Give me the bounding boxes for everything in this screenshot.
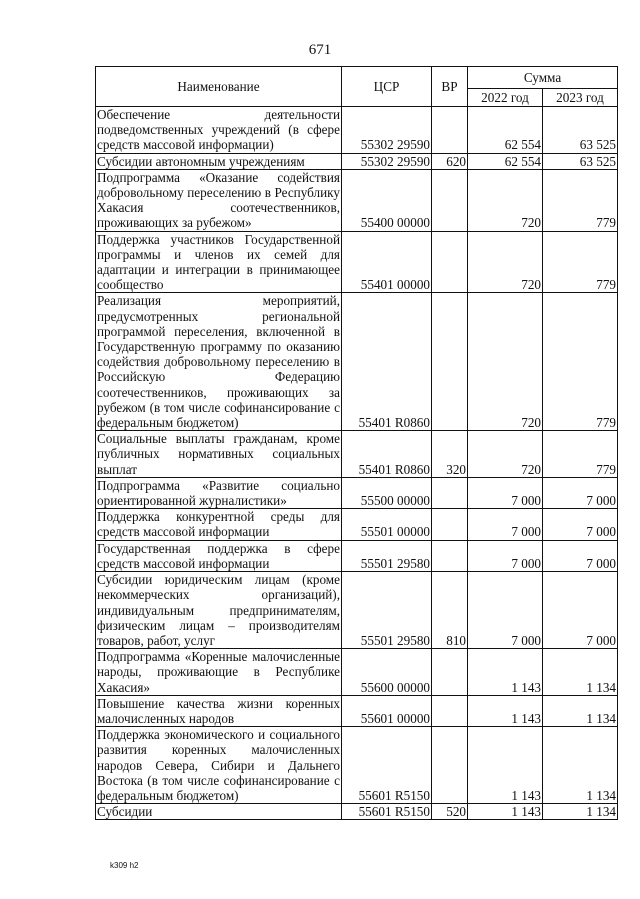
row-vr: 320 bbox=[432, 431, 468, 478]
row-vr bbox=[432, 540, 468, 571]
row-name: Социальные выплаты гражданам, кроме публичных нормативных социальных выплат bbox=[97, 431, 340, 477]
row-sum-2023: 1 134 bbox=[543, 804, 618, 820]
row-sum-2023: 779 bbox=[543, 231, 618, 293]
header-vr: ВР bbox=[432, 67, 468, 107]
row-vr bbox=[432, 695, 468, 726]
header-year-2022: 2022 год bbox=[468, 89, 543, 107]
row-vr: 520 bbox=[432, 804, 468, 820]
row-csr: 55601 R5150 bbox=[342, 804, 432, 820]
row-csr: 55401 00000 bbox=[342, 231, 432, 293]
row-name: Поддержка экономического и социального развития коренных малочисленных народов Севера, Сибири и Дальнего Востока (в том числе софинансирование с федеральным бюджетом) bbox=[97, 727, 340, 803]
row-csr: 55601 00000 bbox=[342, 695, 432, 726]
row-vr bbox=[432, 727, 468, 804]
row-name: Поддержка конкурентной среды для средств массовой информации bbox=[97, 509, 340, 540]
row-vr bbox=[432, 477, 468, 508]
row-sum-2022: 7 000 bbox=[468, 477, 543, 508]
row-name: Субсидии автономным учреждениям bbox=[96, 153, 342, 169]
row-sum-2022: 7 000 bbox=[468, 572, 543, 649]
row-sum-2022: 720 bbox=[468, 431, 543, 478]
row-sum-2022: 62 554 bbox=[468, 153, 543, 169]
table-row bbox=[96, 804, 618, 820]
table-row bbox=[96, 431, 618, 478]
row-csr: 55401 R0860 bbox=[342, 293, 432, 431]
row-csr: 55302 29590 bbox=[342, 107, 432, 154]
row-csr: 55600 00000 bbox=[342, 649, 432, 696]
row-vr bbox=[432, 293, 468, 431]
table-row bbox=[96, 107, 618, 154]
row-csr: 55501 29580 bbox=[342, 572, 432, 649]
row-sum-2022: 1 143 bbox=[468, 727, 543, 804]
table-row bbox=[96, 540, 618, 571]
row-csr: 55501 00000 bbox=[342, 509, 432, 540]
row-vr bbox=[432, 107, 468, 154]
row-sum-2023: 7 000 bbox=[543, 572, 618, 649]
row-sum-2023: 7 000 bbox=[543, 477, 618, 508]
row-sum-2022: 720 bbox=[468, 293, 543, 431]
row-sum-2022: 7 000 bbox=[468, 509, 543, 540]
row-name: Подпрограмма «Оказание содействия добровольному переселению в Республику Хакасия соотечественников, проживающих за рубежом» bbox=[97, 169, 340, 231]
table-header-row bbox=[96, 67, 618, 89]
header-year-2023: 2023 год bbox=[543, 89, 618, 107]
header-name: Наименование bbox=[96, 67, 342, 107]
row-sum-2023: 779 bbox=[543, 431, 618, 478]
row-sum-2022: 62 554 bbox=[468, 107, 543, 154]
row-name: Поддержка участников Государственной программы и членов их семей для адаптации и интеграции в принимающее сообщество bbox=[97, 231, 340, 293]
row-sum-2023: 779 bbox=[543, 293, 618, 431]
row-vr: 620 bbox=[432, 153, 468, 169]
row-name: Обеспечение деятельности подведомственных учреждений (в сфере средств массовой информации) bbox=[97, 107, 340, 153]
row-csr: 55501 29580 bbox=[342, 540, 432, 571]
row-sum-2023: 779 bbox=[543, 169, 618, 231]
row-sum-2023: 7 000 bbox=[543, 540, 618, 571]
row-name: Субсидии bbox=[96, 804, 342, 820]
row-sum-2023: 1 134 bbox=[543, 727, 618, 804]
header-sum: Сумма bbox=[468, 67, 618, 89]
row-csr: 55500 00000 bbox=[342, 477, 432, 508]
row-sum-2022: 7 000 bbox=[468, 540, 543, 571]
row-csr: 55400 00000 bbox=[342, 169, 432, 231]
row-name: Субсидии юридическим лицам (кроме некоммерческих организаций), индивидуальным предпринимателям, физическим лицам – производителям товаров, работ, услуг bbox=[97, 572, 340, 648]
row-sum-2022: 720 bbox=[468, 169, 543, 231]
table-row bbox=[96, 153, 618, 169]
row-vr bbox=[432, 231, 468, 293]
row-vr bbox=[432, 169, 468, 231]
row-name: Повышение качества жизни коренных малочисленных народов bbox=[97, 695, 340, 726]
table-row bbox=[96, 572, 618, 649]
row-sum-2023: 1 134 bbox=[543, 695, 618, 726]
table-row bbox=[96, 293, 618, 431]
header-csr: ЦСР bbox=[342, 67, 432, 107]
footer-code: k309 h2 bbox=[110, 861, 139, 870]
row-sum-2023: 7 000 bbox=[543, 509, 618, 540]
row-sum-2022: 720 bbox=[468, 231, 543, 293]
row-sum-2022: 1 143 bbox=[468, 804, 543, 820]
row-vr bbox=[432, 509, 468, 540]
row-name: Подпрограмма «Развитие социально ориентированной журналистики» bbox=[97, 477, 340, 509]
budget-table bbox=[95, 66, 618, 820]
table-row bbox=[96, 477, 618, 508]
row-csr: 55302 29590 bbox=[342, 153, 432, 169]
row-name: Подпрограмма «Коренные малочисленные народы, проживающие в Республике Хакасия» bbox=[97, 649, 340, 695]
row-vr: 810 bbox=[432, 572, 468, 649]
table-row bbox=[96, 695, 618, 726]
table-row bbox=[96, 727, 618, 804]
table-row bbox=[96, 169, 618, 231]
table-row bbox=[96, 509, 618, 540]
row-csr: 55601 R5150 bbox=[342, 727, 432, 804]
row-name: Государственная поддержка в сфере средств массовой информации bbox=[97, 540, 340, 571]
table-row bbox=[96, 231, 618, 293]
row-sum-2023: 63 525 bbox=[543, 153, 618, 169]
table-row bbox=[96, 649, 618, 696]
row-vr bbox=[432, 649, 468, 696]
row-csr: 55401 R0860 bbox=[342, 431, 432, 478]
row-sum-2022: 1 143 bbox=[468, 649, 543, 696]
row-name: Реализация мероприятий, предусмотренных региональной программой переселения, включенной в Государственную программу по оказанию содействия добровольному переселению в Российскую Федерацию соотечественников, проживающих за рубежом (в том числе софинансирование с федеральным бюджетом) bbox=[97, 293, 340, 431]
row-sum-2022: 1 143 bbox=[468, 695, 543, 726]
page-number: 671 bbox=[308, 42, 332, 58]
row-sum-2023: 1 134 bbox=[543, 649, 618, 696]
row-sum-2023: 63 525 bbox=[543, 107, 618, 154]
